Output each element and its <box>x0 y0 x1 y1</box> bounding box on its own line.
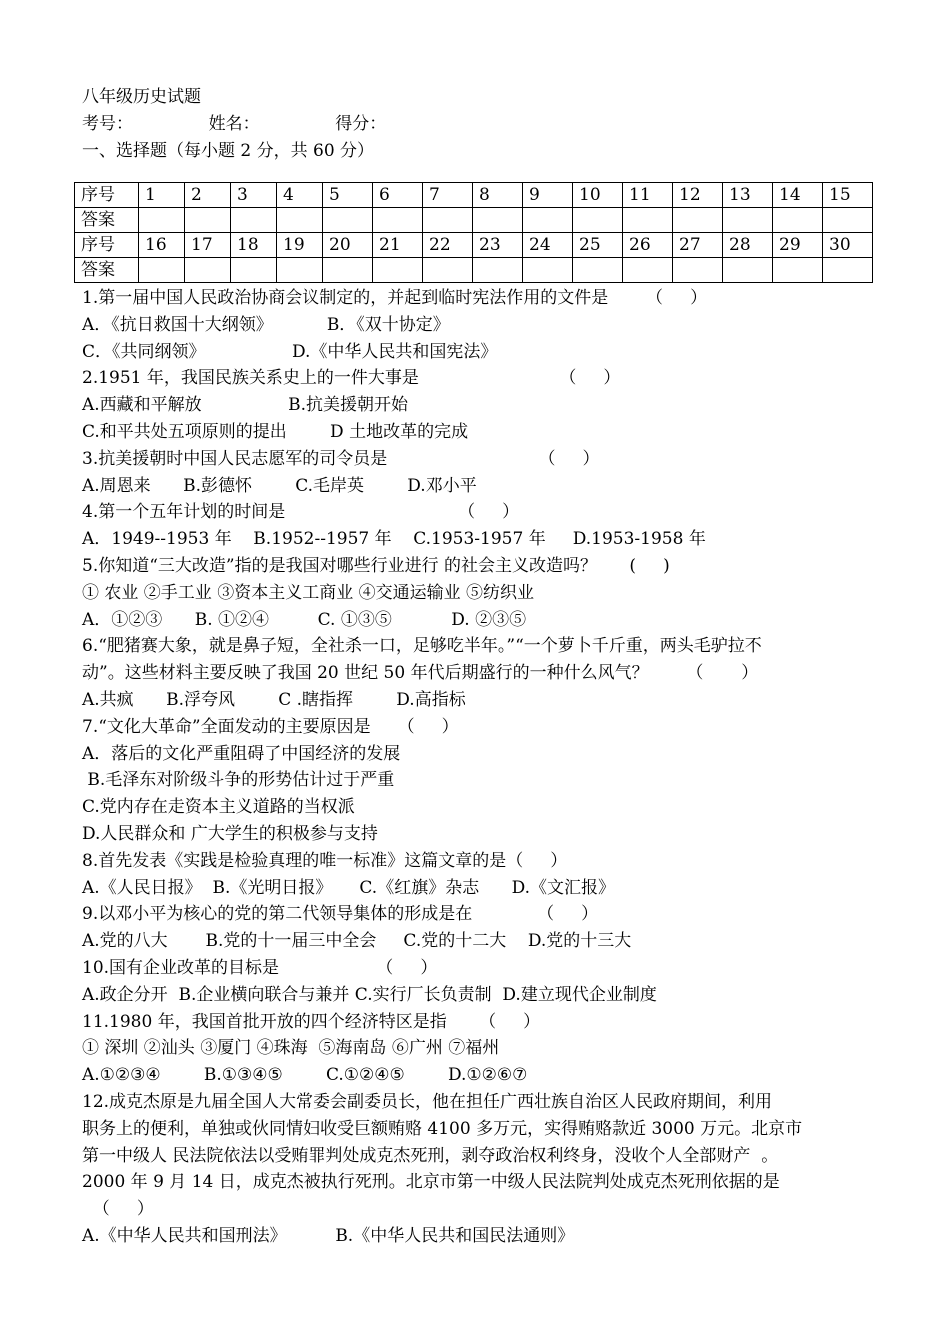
section-heading: 一、选择题（每小题 2 分，共 60 分） <box>82 140 375 161</box>
question-number: 27 <box>673 233 723 258</box>
option-line: A.西藏和平解放 B.抗美援朝开始 <box>82 395 409 416</box>
table-row <box>75 258 873 283</box>
answer-cell[interactable] <box>231 208 277 233</box>
question-number: 19 <box>277 233 323 258</box>
row-label: 序号 <box>75 183 139 208</box>
question-line: 6.“肥猪赛大象，就是鼻子短，全社杀一口，足够吃半年。”“一个萝卜千斤重，两头毛驴拉不 <box>82 636 762 657</box>
answer-cell[interactable] <box>773 208 823 233</box>
question-number: 6 <box>373 183 423 208</box>
answer-cell[interactable] <box>323 208 373 233</box>
question-number: 4 <box>277 183 323 208</box>
answer-cell[interactable] <box>373 258 423 283</box>
answer-cell[interactable] <box>277 258 323 283</box>
question-number: 23 <box>473 233 523 258</box>
option-line: A.《人民日报》 B.《光明日报》 C.《红旗》杂志 D.《文汇报》 <box>82 877 616 898</box>
question-number: 28 <box>723 233 773 258</box>
question-number: 26 <box>623 233 673 258</box>
answer-cell[interactable] <box>573 258 623 283</box>
question-line: 2000 年 9 月 14 日，成克杰被执行死刑。北京市第一中级人民法院判处成克杰死刑依据的是 <box>82 1172 780 1193</box>
answer-cell[interactable] <box>723 208 773 233</box>
question-line: （ ） <box>82 1199 154 1220</box>
option-line: A．1949--1953 年 B.1952--1957 年 C.1953-1957 年 D.1953-1958 年 <box>82 529 706 550</box>
question-number: 29 <box>773 233 823 258</box>
question-number: 25 <box>573 233 623 258</box>
answer-cell[interactable] <box>723 258 773 283</box>
option-line: A.周恩来 B.彭德怀 C.毛岸英 D.邓小平 <box>82 475 477 496</box>
answer-cell[interactable] <box>673 258 723 283</box>
answer-cell[interactable] <box>523 208 573 233</box>
question-number: 3 <box>231 183 277 208</box>
option-line: A.党的八大 B.党的十一届三中全会 C.党的十二大 D.党的十三大 <box>82 931 632 952</box>
question-number: 13 <box>723 183 773 208</box>
option-line: A.①②③④ B.①③④⑤ C.①②④⑤ D.①②⑥⑦ <box>82 1065 528 1086</box>
question-number: 15 <box>823 183 873 208</box>
option-line: A.政企分开 B.企业横向联合与兼并 C.实行厂长负责制 D.建立现代企业制度 <box>82 984 657 1005</box>
question-line: 11.1980 年，我国首批开放的四个经济特区是指 （ ） <box>82 1011 541 1032</box>
question-line: 5.你知道“三大改造”指的是我国对哪些行业进行 的社会主义改造吗？ ( ) <box>82 555 670 576</box>
row-label: 序号 <box>75 233 139 258</box>
question-line: 动”。这些材料主要反映了我国 20 世纪 50 年代后期盛行的一种什么风气？ （ ） <box>82 663 759 684</box>
answer-cell[interactable] <box>423 258 473 283</box>
question-number: 9 <box>523 183 573 208</box>
answer-cell[interactable] <box>823 208 873 233</box>
question-number: 8 <box>473 183 523 208</box>
answer-cell[interactable] <box>231 258 277 283</box>
answer-cell[interactable] <box>423 208 473 233</box>
option-line: C.和平共处五项原则的提出 D 土地改革的完成 <box>82 421 469 442</box>
answer-cell[interactable] <box>823 258 873 283</box>
answer-cell[interactable] <box>523 258 573 283</box>
question-list <box>82 285 882 1250</box>
question-number: 11 <box>623 183 673 208</box>
answer-cell[interactable] <box>323 258 373 283</box>
option-line: A．①②③ B. ①②④ C. ①③⑤ D. ②③⑤ <box>82 609 527 630</box>
answer-cell[interactable] <box>185 258 231 283</box>
question-number: 22 <box>423 233 473 258</box>
answer-cell[interactable] <box>473 208 523 233</box>
question-line: 第一中级人 民法院依法以受贿罪判处成克杰死刑，剥夺政治权利终身，没收个人全部财产 。 <box>82 1145 779 1166</box>
question-line: 2.1951 年，我国民族关系史上的一件大事是 （ ） <box>82 368 621 389</box>
table-row <box>75 233 873 258</box>
answer-cell[interactable] <box>473 258 523 283</box>
question-line: 1.第一届中国人民政治协商会议制定的，并起到临时宪法作用的文件是 （ ） <box>82 288 708 308</box>
answer-cell[interactable] <box>277 208 323 233</box>
question-number: 10 <box>573 183 623 208</box>
question-number: 16 <box>139 233 185 258</box>
option-line: A.《中华人民共和国刑法》 B.《中华人民共和国民法通则》 <box>82 1225 575 1246</box>
question-line: 3.抗美援朝时中国人民志愿军的司令员是 （ ） <box>82 448 600 469</box>
question-number: 24 <box>523 233 573 258</box>
answer-cell[interactable] <box>373 208 423 233</box>
question-line: 10.国有企业改革的目标是 （ ） <box>82 957 438 978</box>
question-number: 20 <box>323 233 373 258</box>
option-line: ① 农业 ②手工业 ③资本主义工商业 ④交通运输业 ⑤纺织业 <box>82 582 535 603</box>
answer-cell[interactable] <box>139 258 185 283</box>
question-line: 12.成克杰原是九届全国人大常委会副委员长，他在担任广西壮族自治区人民政府期间，利用 <box>82 1091 773 1112</box>
question-number: 12 <box>673 183 723 208</box>
option-line: C．《共同纲领》 D.《中华人民共和国宪法》 <box>82 341 498 362</box>
question-number: 21 <box>373 233 423 258</box>
option-line: ① 深圳 ②汕头 ③厦门 ④珠海 ⑤海南岛 ⑥广州 ⑦福州 <box>82 1038 500 1059</box>
option-line: B.毛泽东对阶级斗争的形势估计过于严重 <box>82 770 395 791</box>
answer-cell[interactable] <box>139 208 185 233</box>
question-line: 职务上的便利，单独或伙同情妇收受巨额贿赂 4100 多万元，实得贿赂款近 3000 万元。北京市 <box>82 1118 803 1139</box>
option-line: A.共疯 B.浮夸风 C .瞎指挥 D.高指标 <box>82 689 466 710</box>
question-number: 30 <box>823 233 873 258</box>
question-number: 2 <box>185 183 231 208</box>
answer-table <box>74 182 873 283</box>
question-line: 7.“文化大革命”全面发动的主要原因是 （ ） <box>82 716 459 737</box>
question-line: 8.首先发表《实践是检验真理的唯一标准》这篇文章的是（ ） <box>82 850 568 871</box>
answer-cell[interactable] <box>623 208 673 233</box>
exam-header <box>82 84 882 164</box>
question-number: 7 <box>423 183 473 208</box>
question-line: 9.以邓小平为核心的党的第二代领导集体的形成是在 （ ） <box>82 904 599 925</box>
question-line: 4.第一个五年计划的时间是 （ ） <box>82 502 520 523</box>
answer-cell[interactable] <box>185 208 231 233</box>
answer-cell[interactable] <box>773 258 823 283</box>
question-number: 17 <box>185 233 231 258</box>
row-label: 答案 <box>75 258 139 283</box>
table-row <box>75 208 873 233</box>
table-row <box>75 183 873 208</box>
question-number: 1 <box>139 183 185 208</box>
option-line: C.党内存在走资本主义道路的当权派 <box>82 797 355 818</box>
option-line: D.人民群众和 广大学生的积极参与支持 <box>82 823 378 844</box>
exam-title: 八年级历史试题 <box>82 87 201 107</box>
question-number: 5 <box>323 183 373 208</box>
student-info-line: 考号： 姓名： 得分： <box>82 113 387 134</box>
answer-cell[interactable] <box>623 258 673 283</box>
question-number: 18 <box>231 233 277 258</box>
answer-cell[interactable] <box>573 208 623 233</box>
option-line: A．落后的文化严重阻碍了中国经济的发展 <box>82 743 401 764</box>
answer-cell[interactable] <box>673 208 723 233</box>
row-label: 答案 <box>75 208 139 233</box>
option-line: A．《抗日救国十大纲领》 B．《双十协定》 <box>82 314 450 335</box>
question-number: 14 <box>773 183 823 208</box>
